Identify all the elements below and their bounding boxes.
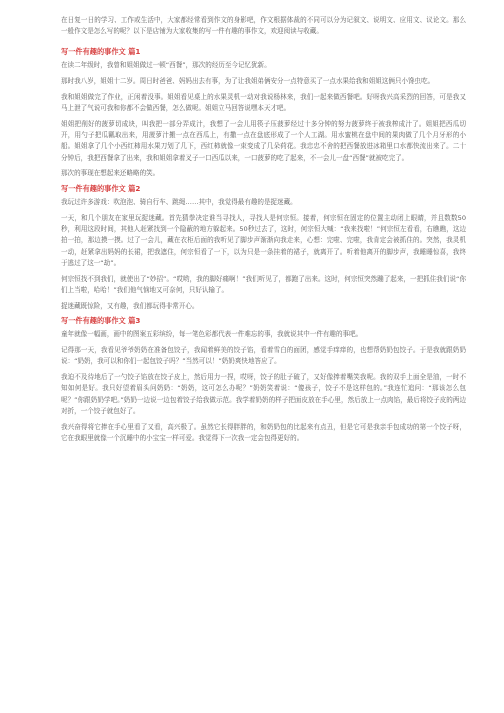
paragraph: 何宗恒找不到我们，就使出了“妙招”。“哎哟，我的脚好痛啊！”我们听见了，都跑了出来。这时，何宗恒突然蹦了起来，一把抓住我们说“你们上当啦，哈哈！”我们他气恼地又可奈何，只好认输了。	[61, 274, 466, 294]
paragraph: 记得那一天，我看见爷爷奶奶在准备包饺子，我闻着鲜美的饺子馅，看着雪白的面团，感觉手痒痒的，也想帮奶奶包饺子。于是我就跟奶奶说：“奶奶，我可以和你们一起包饺子吗？”当然可以！”奶奶爽快地答应了。	[61, 346, 466, 366]
section-heading: 写一件有趣的事作文 篇3	[61, 316, 141, 326]
section-1	[61, 47, 466, 179]
paragraph: 在读二年级时，我曾和姐姐做过一顿“西餐”，那次的经历至今记忆犹新。	[61, 61, 271, 70]
paragraph: 那时我八岁，姐姐十二岁。周日时爸爸、妈妈出去有事，为了让我姐弟俩安分一点特意买了一点水果给我和姐姐这俩只小馋虫吃。	[61, 77, 435, 86]
paragraph: 我迫不及待地后了一勺饺子馅放在饺子皮上，然后用力一捏，哎呀，饺子的肚子破了，又好像捧着嘴笑我呢。我的双手上面全是油，一时不知如何是好。我只好望着眉头问奶奶：“奶奶，这可怎么办呢？”奶奶笑着说：“傻孩子，饺子不是这样包的。”我连忙追问：“那该怎么包呢？”你跟奶奶学吧。”奶奶一边说一边包着饺子给我做示范。我学着奶奶的样子把面皮放在手心里，然后放上一点肉馅，最后将饺子皮的两边对折，一个饺子就包好了。	[61, 373, 466, 415]
intro-paragraph: 在日复一日的学习、工作或生活中，大家都经常看到作文的身影吧，作文根据体裁的不同可以分为记叙文、说明文、应用文、议论文。那么一般作文是怎么写的呢？以下是店铺为大家收集的写一件有趣的事作文，欢迎阅读与收藏。	[61, 16, 466, 36]
paragraph: 我兴奋得将它捧在手心里看了又看，高兴极了。虽然它长得胖胖的，和奶奶包的比起来有点丑，但是它可是我亲手包成功的第一个饺子呀，它在我眼里就像一个沉睡中的小宝宝一样可爱。我觉得下一次我一定会包得更好的。	[61, 422, 466, 442]
section-heading: 写一件有趣的事作文 篇1	[61, 47, 141, 57]
paragraph: 一天，和几个朋友在家里玩捉迷藏。首先猜拳决定谁当寻找人，寻找人是何宗恒。接着，何宗恒在固定的位置主动闭上眼睛，并且数数50秒，利用这段时间，其他人赶紧找到一个隐蔽的地方躲起来。50秒过去了，这时，何宗恒大喊：“我来找啦！”何宗恒左看看，右瞧瞧，这边拍一拍，那边摸一摸。过了一会儿，藏在衣柜后面的我听见了脚步声渐渐向我走来，心想：完啦、完啦，我肯定会被抓住的。突然，我灵机一动，赶紧拿出妈妈的长裙，把我遮住，何宗恒看了一下，以为只是一条挂着的裙子，就离开了。听着他离开的脚步声，我睡睡惊喜，我终于逃过了这一“劫”。	[61, 214, 466, 267]
paragraph: 我玩过许多游戏：吹泡泡、骑自行车、跳绳……其中，我觉得最有趣的是捉迷藏。	[61, 198, 297, 207]
section-3	[61, 316, 466, 444]
section-2	[61, 184, 466, 312]
paragraph: 捉迷藏既惊险，又有趣，我们都玩得非常开心。	[61, 301, 199, 310]
section-heading: 写一件有趣的事作文 篇2	[61, 184, 141, 194]
article-body	[61, 15, 466, 444]
paragraph: 我和姐姐做完了作业，正闲着没事。姐姐看见桌上的水果灵机一动对我说杨林来，我们一起来做西餐吧。好呀我兴高采烈的回答，可是我又马上泄了气说可我和你都不会做西餐，怎么做呢。姐姐立马回答说嘿本天才吧。	[61, 93, 466, 113]
paragraph: 童年就像一幅画，画中的图案五彩缤纷，每一笔色彩都代表一件难忘的事，我就说其中一件有趣的事吧。	[61, 330, 363, 339]
paragraph: 那次的事现在想起来还略略的笑。	[61, 169, 160, 178]
paragraph: 姐姐把削好的菠萝切成块，叫我把一部分弄成汁，我想了一会儿用筷子压菠萝经过十多分钟的努力菠萝终于被我榨成汁了。姐姐把西瓜切开，用勺子把瓜瓤取出来，用菠萝汁搬一点在西瓜上，有撒一点在盘底形成了一个人工湖。用水蜜桃在盘中间的果肉做了几个月牙形的小船。姐姐拿了几个小西红柿用水果刀划了几下，西红柿就像一束变成了几朵荷花。我忠忠不舍的把西餐放进冰箱里口水都快流出来了。二十分钟后，我把西餐拿了出来，我和姐姐拿着叉子一口西瓜以来，一口菠萝的吃了起来，不一会儿一盘“西餐”就被吃完了。	[61, 120, 466, 162]
